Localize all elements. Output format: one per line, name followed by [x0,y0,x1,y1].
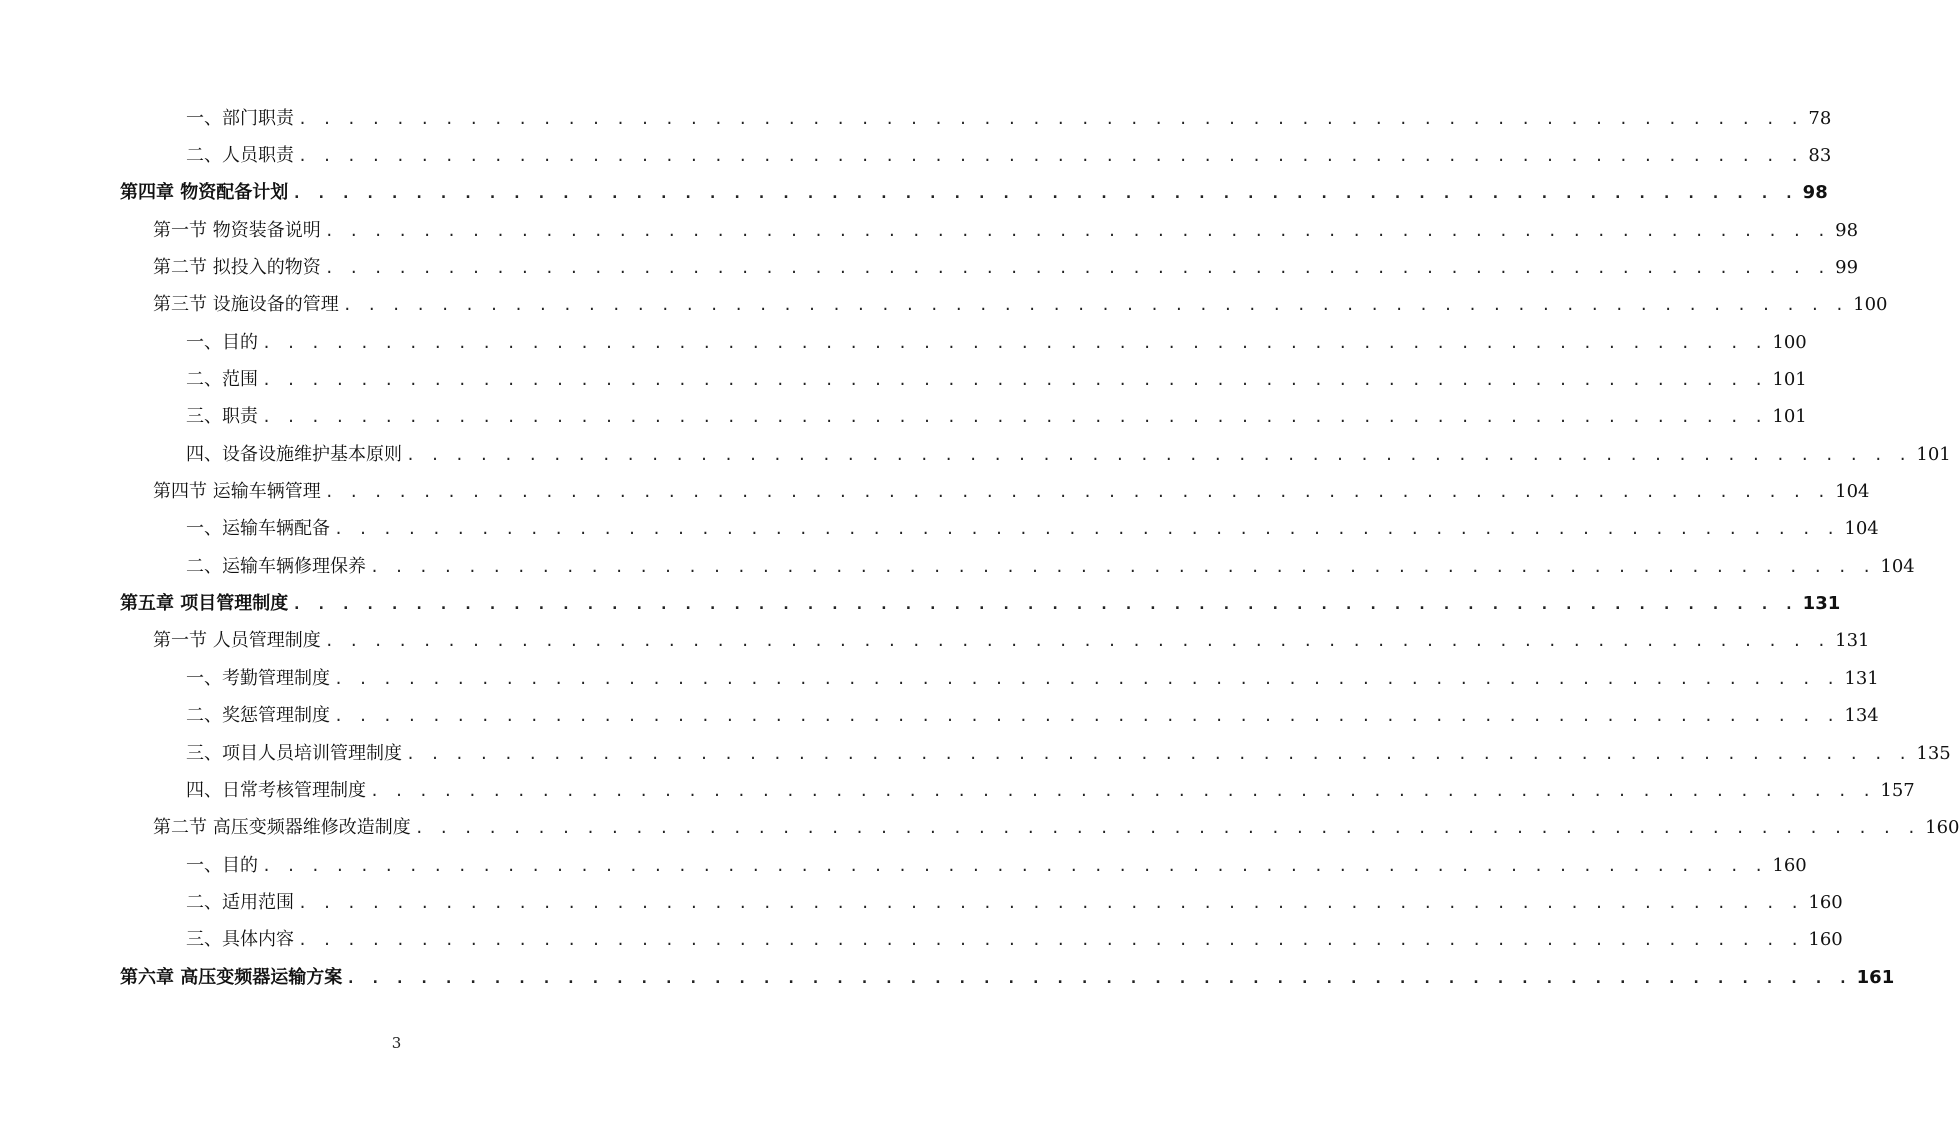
toc-entry-title: 一、部门职责 [186,107,294,129]
toc-subsection-entry[interactable] [0,324,1807,361]
toc-entry-title: 一、运输车辆配备 [186,518,330,540]
toc-dot-leader: . . . . . . . . . . . . . . . . . . . . . . . . . . . . . . . . . . . . . . . . . . . . . . . . . . . . . . . . . . . . . . [262,408,1767,427]
toc-entry-page-number: 134 [1844,705,1879,727]
toc-dot-leader: . . . . . . . . . . . . . . . . . . . . . . . . . . . . . . . . . . . . . . . . . . . . . . . . . . . . . . . . . . . . . . [292,595,1797,614]
toc-entry-page-number: 98 [1802,182,1828,204]
toc-entry-title: 二、适用范围 [186,891,294,913]
toc-entry-title: 第五章 项目管理制度 [120,593,289,615]
toc-entry-page-number: 104 [1880,555,1915,577]
toc-subsection-entry[interactable] [0,884,1843,921]
toc-entry-page-number: 160 [1808,929,1843,951]
toc-dot-leader: . . . . . . . . . . . . . . . . . . . . . . . . . . . . . . . . . . . . . . . . . . . . . . . . . . . . . . . . . . . . . . [298,109,1803,128]
toc-entry-page-number: 99 [1835,257,1859,279]
toc-dot-leader: . . . . . . . . . . . . . . . . . . . . . . . . . . . . . . . . . . . . . . . . . . . . . . . . . . . . . . . . . . . . . . [370,781,1875,800]
toc-entry-page-number: 160 [1772,854,1807,876]
toc-entry-page-number: 104 [1835,481,1870,503]
toc-entry-title: 第二节 高压变频器维修改造制度 [153,817,411,839]
toc-dot-leader: . . . . . . . . . . . . . . . . . . . . . . . . . . . . . . . . . . . . . . . . . . . . . . . . . . . . . . . . . . . . . . [262,371,1767,390]
toc-entry-title: 三、具体内容 [186,929,294,951]
toc-subsection-entry[interactable] [0,137,1832,174]
toc-entry-title: 二、范围 [186,369,258,391]
toc-entry-title: 第六章 高压变频器运输方案 [120,966,343,988]
toc-entry-page-number: 100 [1853,294,1888,316]
toc-subsection-entry[interactable] [0,548,1915,585]
toc-entry-page-number: 131 [1835,630,1870,652]
toc-chapter-entry[interactable] [0,175,1828,212]
toc-dot-leader: . . . . . . . . . . . . . . . . . . . . . . . . . . . . . . . . . . . . . . . . . . . . . . . . . . . . . . . . . . . . . . [324,632,1830,651]
toc-entry-page-number: 83 [1808,145,1832,167]
toc-entry-title: 二、运输车辆修理保养 [186,555,366,577]
toc-dot-leader: . . . . . . . . . . . . . . . . . . . . . . . . . . . . . . . . . . . . . . . . . . . . . . . . . . . . . . . . . . . . . . [334,520,1839,539]
toc-dot-leader: . . . . . . . . . . . . . . . . . . . . . . . . . . . . . . . . . . . . . . . . . . . . . . . . . . . . . . . . . . . . . . [324,259,1830,278]
toc-chapter-entry[interactable] [0,959,1895,996]
toc-entry-page-number: 104 [1844,518,1879,540]
toc-dot-leader: . . . . . . . . . . . . . . . . . . . . . . . . . . . . . . . . . . . . . . . . . . . . . . . . . . . . . . . . . . . . . . [262,333,1767,352]
toc-dot-leader: . . . . . . . . . . . . . . . . . . . . . . . . . . . . . . . . . . . . . . . . . . . . . . . . . . . . . . . . . . . . . . [298,931,1803,950]
table-of-contents [0,100,1959,996]
toc-entry-title: 三、项目人员培训管理制度 [186,742,402,764]
page-number: 3 [391,1034,402,1052]
toc-dot-leader: . . . . . . . . . . . . . . . . . . . . . . . . . . . . . . . . . . . . . . . . . . . . . . . . . . . . . . . . . . . . . . [406,744,1911,763]
toc-entry-title: 一、考勤管理制度 [186,667,330,689]
toc-subsection-entry[interactable] [0,436,1951,473]
toc-dot-leader: . . . . . . . . . . . . . . . . . . . . . . . . . . . . . . . . . . . . . . . . . . . . . . . . . . . . . . . . . . . . . . [342,296,1848,315]
toc-entry-title: 四、日常考核管理制度 [186,779,366,801]
toc-subsection-entry[interactable] [0,100,1832,137]
toc-entry-title: 一、目的 [186,854,258,876]
toc-dot-leader: . . . . . . . . . . . . . . . . . . . . . . . . . . . . . . . . . . . . . . . . . . . . . . . . . . . . . . . . . . . . . . [324,221,1830,240]
toc-entry-page-number: 98 [1835,219,1859,241]
toc-entry-title: 第一节 物资装备说明 [153,219,321,241]
toc-entry-title: 四、设备设施维护基本原则 [186,443,402,465]
toc-entry-page-number: 101 [1916,443,1951,465]
toc-entry-title: 第三节 设施设备的管理 [153,294,339,316]
toc-subsection-entry[interactable] [0,361,1807,398]
toc-entry-title: 一、目的 [186,331,258,353]
toc-entry-title: 第四章 物资配备计划 [120,182,289,204]
toc-dot-leader: . . . . . . . . . . . . . . . . . . . . . . . . . . . . . . . . . . . . . . . . . . . . . . . . . . . . . . . . . . . . . . [324,483,1830,502]
toc-dot-leader: . . . . . . . . . . . . . . . . . . . . . . . . . . . . . . . . . . . . . . . . . . . . . . . . . . . . . . . . . . . . . . [292,184,1797,203]
toc-entry-page-number: 135 [1916,742,1951,764]
toc-entry-page-number: 100 [1772,331,1807,353]
toc-entry-title: 第四节 运输车辆管理 [153,481,321,503]
toc-dot-leader: . . . . . . . . . . . . . . . . . . . . . . . . . . . . . . . . . . . . . . . . . . . . . . . . . . . . . . . . . . . . . . [298,893,1803,912]
toc-entry-page-number: 101 [1772,406,1807,428]
toc-dot-leader: . . . . . . . . . . . . . . . . . . . . . . . . . . . . . . . . . . . . . . . . . . . . . . . . . . . . . . . . . . . . . . [406,445,1911,464]
toc-dot-leader: . . . . . . . . . . . . . . . . . . . . . . . . . . . . . . . . . . . . . . . . . . . . . . . . . . . . . . . . . . . . . . [334,707,1839,726]
toc-section-entry[interactable] [0,473,1870,510]
toc-chapter-entry[interactable] [0,585,1841,622]
toc-subsection-entry[interactable] [0,399,1807,436]
toc-subsection-entry[interactable] [0,511,1879,548]
toc-section-entry[interactable] [0,810,1959,847]
toc-dot-leader: . . . . . . . . . . . . . . . . . . . . . . . . . . . . . . . . . . . . . . . . . . . . . . . . . . . . . . . . . . . . . . [346,968,1851,987]
toc-subsection-entry[interactable] [0,660,1879,697]
toc-entry-page-number: 161 [1856,966,1895,988]
toc-subsection-entry[interactable] [0,735,1951,772]
toc-subsection-entry[interactable] [0,922,1843,959]
toc-dot-leader: . . . . . . . . . . . . . . . . . . . . . . . . . . . . . . . . . . . . . . . . . . . . . . . . . . . . . . . . . . . . . . [414,819,1920,838]
toc-entry-title: 二、人员职责 [186,145,294,167]
toc-entry-page-number: 101 [1772,369,1807,391]
toc-subsection-entry[interactable] [0,698,1879,735]
toc-entry-title: 第二节 拟投入的物资 [153,257,321,279]
toc-entry-page-number: 160 [1925,817,1959,839]
toc-dot-leader: . . . . . . . . . . . . . . . . . . . . . . . . . . . . . . . . . . . . . . . . . . . . . . . . . . . . . . . . . . . . . . [370,557,1875,576]
toc-entry-page-number: 157 [1880,779,1915,801]
toc-dot-leader: . . . . . . . . . . . . . . . . . . . . . . . . . . . . . . . . . . . . . . . . . . . . . . . . . . . . . . . . . . . . . . [298,147,1803,166]
toc-entry-page-number: 131 [1802,593,1841,615]
toc-dot-leader: . . . . . . . . . . . . . . . . . . . . . . . . . . . . . . . . . . . . . . . . . . . . . . . . . . . . . . . . . . . . . . [334,669,1839,688]
toc-entry-title: 三、职责 [186,406,258,428]
toc-entry-title: 二、奖惩管理制度 [186,705,330,727]
toc-section-entry[interactable] [0,623,1870,660]
toc-section-entry[interactable] [0,212,1859,249]
toc-subsection-entry[interactable] [0,772,1915,809]
toc-dot-leader: . . . . . . . . . . . . . . . . . . . . . . . . . . . . . . . . . . . . . . . . . . . . . . . . . . . . . . . . . . . . . . [262,856,1767,875]
toc-section-entry[interactable] [0,287,1888,324]
toc-entry-page-number: 131 [1844,667,1879,689]
toc-entry-page-number: 78 [1808,107,1832,129]
toc-section-entry[interactable] [0,249,1859,286]
toc-entry-title: 第一节 人员管理制度 [153,630,321,652]
toc-entry-page-number: 160 [1808,891,1843,913]
toc-subsection-entry[interactable] [0,847,1807,884]
